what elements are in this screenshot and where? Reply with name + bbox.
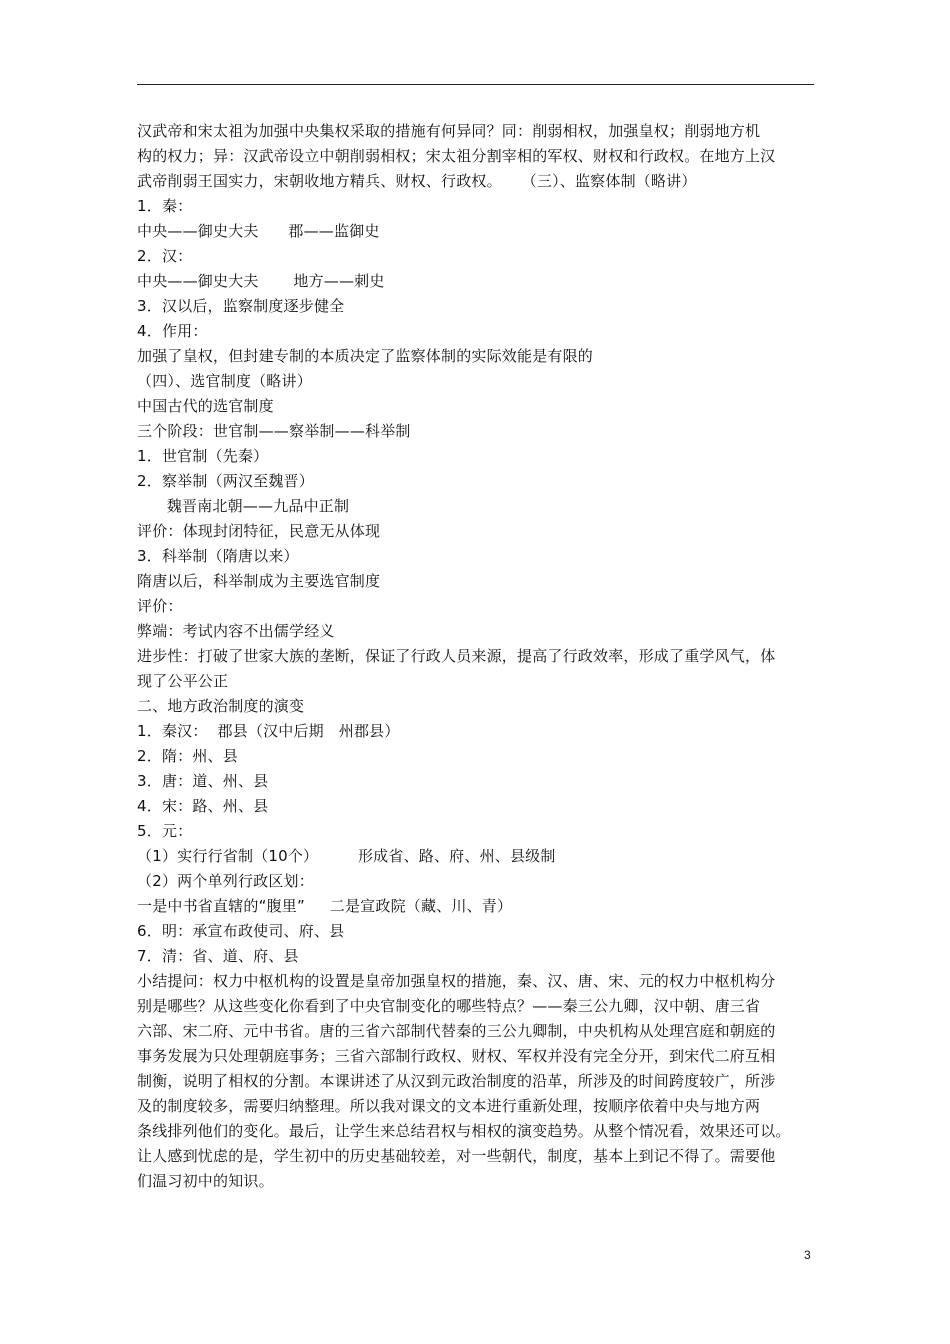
page-number: 3 bbox=[804, 1248, 811, 1262]
text-line: 评价： bbox=[137, 597, 183, 615]
text-line: 魏晋南北朝——九品中正制 bbox=[137, 497, 350, 515]
text-line: 弊端：考试内容不出儒学经义 bbox=[137, 622, 335, 640]
text-line: 条线排列他们的变化。最后，让学生来总结君权与相权的演变趋势。从整个情况看，效果还可以。 bbox=[137, 1122, 791, 1140]
text-line: 及的制度较多，需要归纳整理。所以我对课文的文本进行重新处理，按顺序依着中央与地方两 bbox=[137, 1097, 761, 1115]
text-line: 4．作用： bbox=[137, 322, 208, 340]
text-line: 7．清：省、道、府、县 bbox=[137, 947, 299, 965]
text-line: 们温习初中的知识。 bbox=[137, 1172, 274, 1190]
text-line: 4．宋：路、州、县 bbox=[137, 797, 269, 815]
text-line: 2．察举制（两汉至魏晋） bbox=[137, 472, 314, 490]
text-line: 武帝削弱王国实力，宋朝收地方精兵、财权、行政权。 （三）、监察体制（略讲） bbox=[137, 172, 697, 190]
text-line: 构的权力；异：汉武帝设立中朝削弱相权；宋太祖分割宰相的军权、财权和行政权。在地方上汉 bbox=[137, 147, 776, 165]
text-line: 5．元： bbox=[137, 822, 193, 840]
text-line: 3．唐：道、州、县 bbox=[137, 772, 269, 790]
text-line: 3．汉以后，监察制度逐步健全 bbox=[137, 297, 345, 315]
text-line: 六部、宋二府、元中书省。唐的三省六部制代替秦的三公九卿制，中央机构从处理宫庭和朝庭的 bbox=[137, 1022, 776, 1040]
text-line: 1．世官制（先秦） bbox=[137, 447, 269, 465]
text-line: 一是中书省直辖的“腹里” 二是宣政院（藏、川、青） bbox=[137, 897, 513, 915]
section-heading: （四）、选官制度（略讲） bbox=[137, 372, 312, 390]
text-line: 中央——御史大夫 郡——监御史 bbox=[137, 222, 380, 240]
text-line: 评价：体现封闭特征，民意无从体现 bbox=[137, 522, 381, 540]
text-line: 1．秦汉： 郡县（汉中后期 州郡县） bbox=[137, 722, 400, 740]
text-line: 进步性：打破了世家大族的垄断，保证了行政人员来源，提高了行政效率，形成了重学风气，体 bbox=[137, 647, 776, 665]
text-line: 制衡，说明了相权的分割。本课讲述了从汉到元政治制度的沿革，所涉及的时间跨度较广，所涉 bbox=[137, 1072, 776, 1090]
text-line: 三个阶段：世官制——察举制——科举制 bbox=[137, 422, 411, 440]
document-body bbox=[137, 119, 837, 1194]
text-line: 别是哪些？从这些变化你看到了中央官制变化的哪些特点？——秦三公九卿，汉中朝、唐三省 bbox=[137, 997, 761, 1015]
text-line: （1）实行行省制（10个） 形成省、路、府、州、县级制 bbox=[137, 847, 556, 865]
text-line: 中国古代的选官制度 bbox=[137, 397, 274, 415]
text-line: 2．汉： bbox=[137, 247, 193, 265]
text-line: 3．科举制（隋唐以来） bbox=[137, 547, 299, 565]
header-rule bbox=[137, 84, 814, 85]
text-line: 6．明：承宣布政使司、府、县 bbox=[137, 922, 345, 940]
text-line: 1．秦： bbox=[137, 197, 193, 215]
text-line: （2）两个单列行政区划： bbox=[137, 872, 314, 890]
text-line: 2．隋：州、县 bbox=[137, 747, 238, 765]
text-line: 加强了皇权，但封建专制的本质决定了监察体制的实际效能是有限的 bbox=[137, 347, 594, 365]
text-line: 隋唐以后，科举制成为主要选官制度 bbox=[137, 572, 381, 590]
text-line: 汉武帝和宋太祖为加强中央集权采取的措施有何异同？同：削弱相权，加强皇权；削弱地方机 bbox=[137, 122, 761, 140]
text-line: 让人感到忧虑的是，学生初中的历史基础较差，对一些朝代，制度，基本上到记不得了。需要他 bbox=[137, 1147, 776, 1165]
text-line: 中央——御史大夫 地方——刺史 bbox=[137, 272, 385, 290]
text-line: 现了公平公正 bbox=[137, 672, 229, 690]
section-heading: 二、地方政治制度的演变 bbox=[137, 697, 305, 715]
text-line: 小结提问：权力中枢机构的设置是皇帝加强皇权的措施，秦、汉、唐、宋、元的权力中枢机构分 bbox=[137, 972, 776, 990]
text-line: 事务发展为只处理朝庭事务；三省六部制行政权、财权、军权并没有完全分开，到宋代二府互相 bbox=[137, 1047, 776, 1065]
